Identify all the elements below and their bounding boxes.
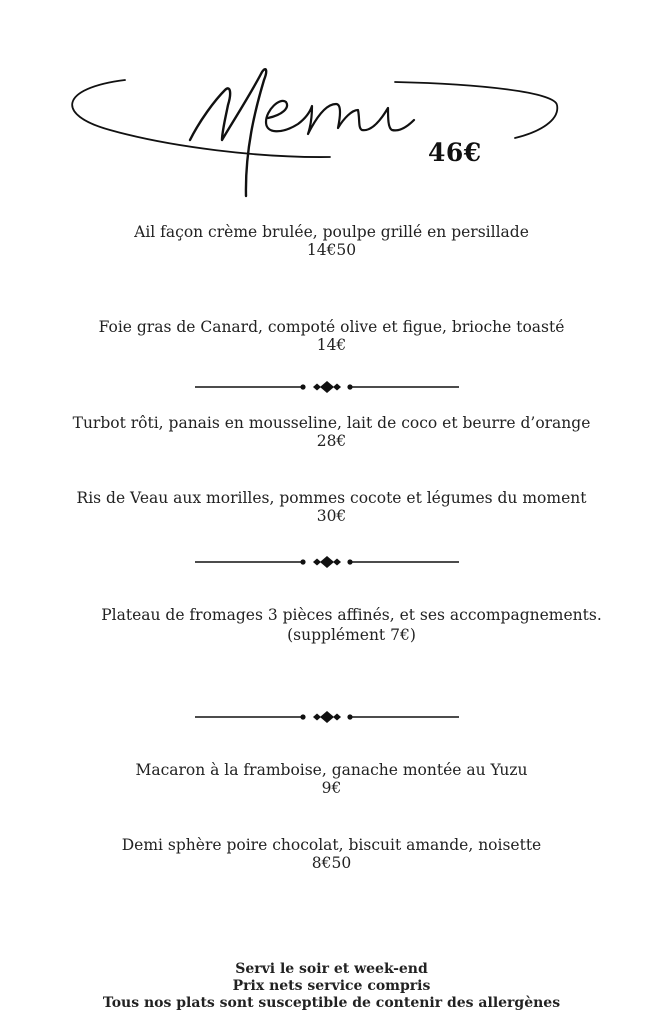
dish-name: Plateau de fromages 3 pièces affinés, et ses accompagnements. xyxy=(101,606,602,624)
dish-price: 9€ xyxy=(321,779,342,797)
footer-price-note: Prix nets service compris xyxy=(232,978,431,994)
dish-price: 28€ xyxy=(316,432,347,450)
ornament-divider xyxy=(195,710,459,724)
footer-service-hours: Servi le soir et week-end xyxy=(235,961,428,977)
dish-item xyxy=(0,223,663,259)
dish-name: Macaron à la framboise, ganache montée au Yuzu xyxy=(135,761,528,779)
dish-price: 14€50 xyxy=(306,241,357,259)
dish-name: Ail façon crème brulée, poulpe grillé en persillade xyxy=(134,223,529,241)
dish-name: Ris de Veau aux morilles, pommes cocote et légumes du moment xyxy=(76,489,587,507)
menu-title-script-art xyxy=(0,0,663,215)
dish-item xyxy=(0,761,663,797)
dish-name: Foie gras de Canard, compoté olive et figue, brioche toasté xyxy=(98,318,565,336)
dish-name: Turbot rôti, panais en mousseline, lait de coco et beurre d’orange xyxy=(72,414,591,432)
footer-allergen-note: Tous nos plats sont susceptible de contenir des allergènes xyxy=(102,995,561,1011)
ornament-divider xyxy=(195,380,459,394)
dish-price: 30€ xyxy=(316,507,347,525)
menu-price: 46€ xyxy=(428,138,482,167)
dish-item xyxy=(0,836,663,872)
dish-item xyxy=(20,606,663,644)
dish-price: (supplément 7€) xyxy=(287,626,416,644)
dish-price: 8€50 xyxy=(311,854,352,872)
dish-item xyxy=(0,489,663,525)
ornament-divider xyxy=(195,555,459,569)
dish-item xyxy=(0,414,663,450)
dish-name: Demi sphère poire chocolat, biscuit amande, noisette xyxy=(121,836,542,854)
footer-notes xyxy=(0,961,663,1012)
dish-price: 14€ xyxy=(316,336,347,354)
dish-item xyxy=(0,318,663,354)
